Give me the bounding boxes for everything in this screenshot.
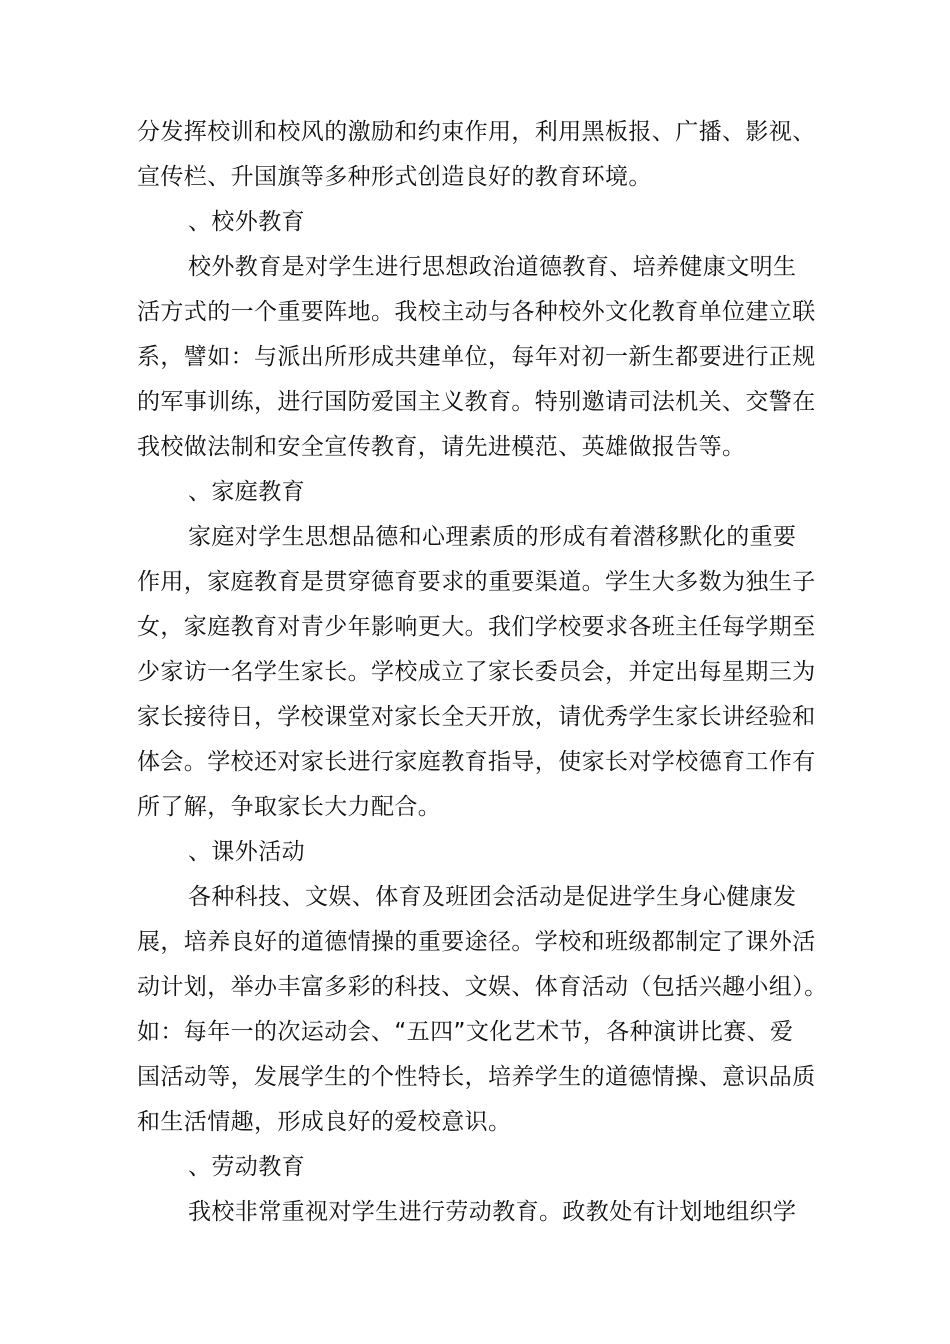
text-line: 体会。学校还对家长进行家庭教育指导，使家长对学校德育工作有 (137, 749, 816, 775)
text-line: 所了解，争取家长大力配合。 (137, 794, 442, 820)
paragraph-first-line: 校外教育是对学生进行思想政治道德教育、培养健康文明生 (188, 254, 797, 280)
text-line: 活方式的一个重要阵地。我校主动与各种校外文化教育单位建立联 (137, 299, 816, 325)
text-line: 少家访一名学生家长。学校成立了家长委员会，并定出每星期三为 (137, 659, 816, 685)
text-line: 展，培养良好的道德情操的重要途径。学校和班级都制定了课外活 (137, 929, 816, 955)
section-heading: 、劳动教育 (188, 1154, 305, 1180)
text-line: 国活动等，发展学生的个性特长，培养学生的道德情操、意识品质 (137, 1064, 816, 1090)
text-line: 家长接待日，学校课堂对家长全天开放，请优秀学生家长讲经验和 (137, 704, 816, 730)
text-line: 我校做法制和安全宣传教育，请先进模范、英雄做报告等。 (137, 434, 746, 460)
text-line: 动计划，举办丰富多彩的科技、文娱、体育活动（包括兴趣小组）。 (137, 974, 828, 1000)
section-heading: 、课外活动 (188, 839, 305, 865)
section-heading: 、校外教育 (188, 209, 305, 235)
text-line: 和生活情趣，形成良好的爱校意识。 (137, 1109, 512, 1135)
text-line: 分发挥校训和校风的激励和约束作用，利用黑板报、广播、影视、 (137, 119, 816, 145)
text-line: 的军事训练，进行国防爱国主义教育。特别邀请司法机关、交警在 (137, 389, 816, 415)
text-line: 系，譬如：与派出所形成共建单位，每年对初一新生都要进行正规 (137, 344, 816, 370)
paragraph-first-line: 家庭对学生思想品德和心理素质的形成有着潜移默化的重要 (188, 524, 797, 550)
text-line: 作用，家庭教育是贯穿德育要求的重要渠道。学生大多数为独生子 (137, 569, 816, 595)
text-line: 女，家庭教育对青少年影响更大。我们学校要求各班主任每学期至 (137, 614, 816, 640)
paragraph-first-line: 各种科技、文娱、体育及班团会活动是促进学生身心健康发 (188, 884, 797, 910)
paragraph-first-line: 我校非常重视对学生进行劳动教育。政教处有计划地组织学 (188, 1199, 797, 1225)
text-line: 如：每年一的次运动会、“五四”文化艺术节，各种演讲比赛、爱 (137, 1019, 794, 1045)
text-line: 宣传栏、升国旗等多种形式创造良好的教育环境。 (137, 164, 652, 190)
section-heading: 、家庭教育 (188, 479, 305, 505)
